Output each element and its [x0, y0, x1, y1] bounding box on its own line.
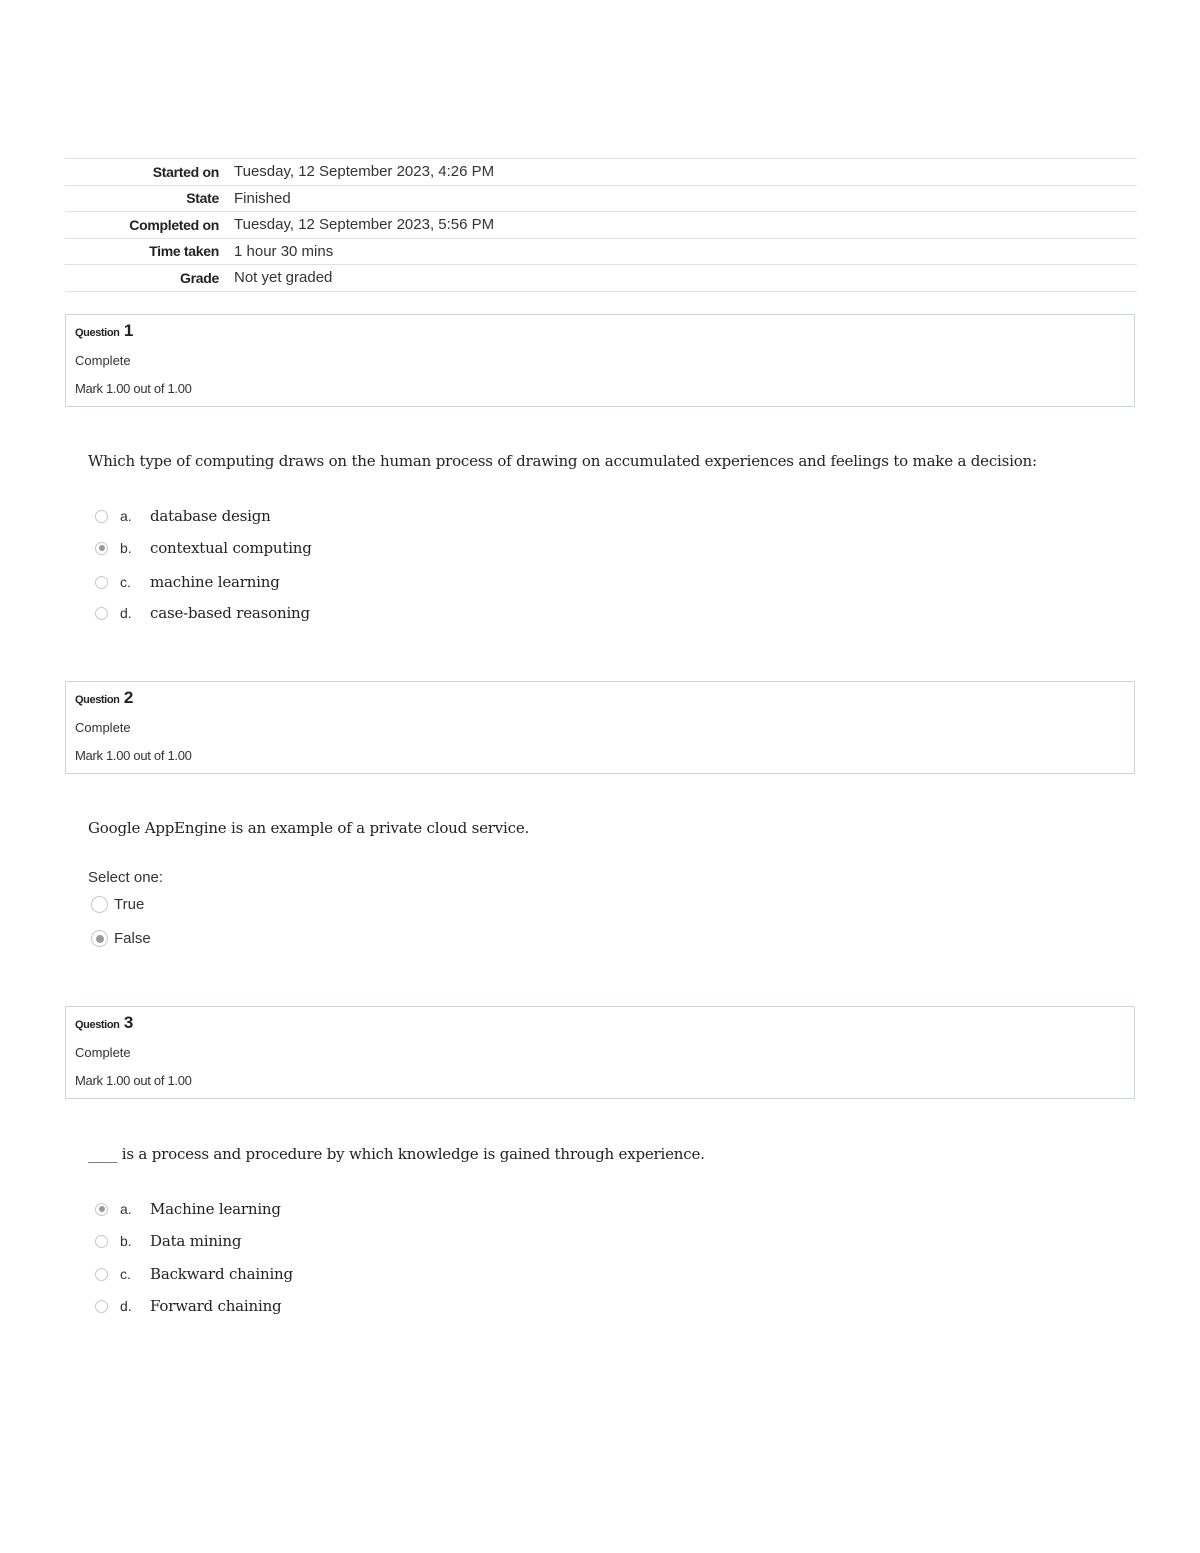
option-text: Forward chaining: [150, 1297, 282, 1315]
summary-label: Grade: [180, 269, 219, 286]
summary-label: Time taken: [149, 243, 219, 260]
option-letter: d.: [120, 1298, 132, 1314]
option-text: Data mining: [150, 1232, 242, 1250]
radio-button-selected[interactable]: [91, 930, 108, 947]
question-2-info-box: [65, 681, 1135, 774]
summary-row-started-on: [65, 158, 1137, 185]
question-2-option-true[interactable]: [91, 896, 144, 913]
question-1-option-c[interactable]: [95, 572, 280, 592]
radio-button[interactable]: [91, 896, 108, 913]
question-1-option-a[interactable]: [95, 506, 271, 526]
question-state: Complete: [75, 720, 131, 735]
question-3-option-a[interactable]: [95, 1199, 281, 1219]
question-number: [75, 688, 133, 708]
summary-value: Finished: [234, 189, 291, 207]
option-text: database design: [150, 507, 271, 525]
question-state: Complete: [75, 353, 131, 368]
option-letter: a.: [120, 508, 132, 524]
question-1-text: Which type of computing draws on the human process of drawing on accumulated experiences and feelings to make a decision:: [88, 452, 1037, 470]
option-letter: b.: [120, 540, 132, 556]
question-label: Question: [75, 1019, 120, 1031]
summary-value: Not yet graded: [234, 269, 333, 287]
question-number-value: 1: [123, 321, 134, 340]
summary-row-completed-on: [65, 211, 1137, 238]
question-2-option-false[interactable]: [91, 930, 151, 947]
option-letter: c.: [120, 1266, 131, 1282]
radio-button[interactable]: [95, 576, 108, 589]
radio-button-selected[interactable]: [95, 1203, 108, 1216]
radio-button[interactable]: [95, 607, 108, 620]
question-3-option-d[interactable]: [95, 1296, 281, 1316]
question-3-option-c[interactable]: [95, 1264, 293, 1284]
option-text: Backward chaining: [150, 1265, 293, 1283]
radio-button[interactable]: [95, 1268, 108, 1281]
option-text: contextual computing: [150, 539, 312, 557]
summary-value: 1 hour 30 mins: [234, 242, 334, 260]
question-label: Question: [75, 327, 120, 339]
question-mark: Mark 1.00 out of 1.00: [75, 748, 192, 763]
summary-value: Tuesday, 12 September 2023, 4:26 PM: [234, 163, 495, 181]
option-text: machine learning: [150, 573, 280, 591]
summary-label: Started on: [152, 163, 219, 180]
question-2-text: Google AppEngine is an example of a private cloud service.: [88, 819, 530, 837]
question-state: Complete: [75, 1045, 131, 1060]
radio-button[interactable]: [95, 510, 108, 523]
summary-row-state: [65, 185, 1137, 212]
question-1-option-d[interactable]: [95, 603, 310, 623]
radio-button-selected[interactable]: [95, 542, 108, 555]
question-number: [75, 321, 133, 341]
option-text: case-based reasoning: [150, 604, 310, 622]
summary-label: Completed on: [129, 216, 219, 233]
attempt-summary-table: [65, 158, 1137, 292]
option-letter: a.: [120, 1201, 132, 1217]
question-3-text: ____ is a process and procedure by which knowledge is gained through experience.: [88, 1145, 705, 1163]
question-mark: Mark 1.00 out of 1.00: [75, 1073, 192, 1088]
summary-label: State: [186, 190, 219, 207]
option-letter: d.: [120, 605, 132, 621]
question-number-value: 2: [123, 688, 134, 707]
option-letter: c.: [120, 574, 131, 590]
option-text: True: [114, 896, 145, 913]
option-letter: b.: [120, 1233, 132, 1249]
summary-row-time-taken: [65, 238, 1137, 265]
option-text: False: [114, 930, 151, 947]
summary-row-grade: [65, 264, 1137, 292]
select-one-prompt: Select one:: [88, 869, 164, 886]
question-3-info-box: [65, 1006, 1135, 1099]
radio-button[interactable]: [95, 1300, 108, 1313]
question-1-option-b[interactable]: [95, 538, 312, 558]
question-number-value: 3: [123, 1013, 134, 1032]
question-label: Question: [75, 694, 120, 706]
question-number: [75, 1013, 133, 1033]
summary-value: Tuesday, 12 September 2023, 5:56 PM: [234, 216, 495, 234]
question-3-option-b[interactable]: [95, 1231, 241, 1251]
question-1-info-box: [65, 314, 1135, 407]
question-mark: Mark 1.00 out of 1.00: [75, 381, 192, 396]
option-text: Machine learning: [150, 1200, 281, 1218]
radio-button[interactable]: [95, 1235, 108, 1248]
